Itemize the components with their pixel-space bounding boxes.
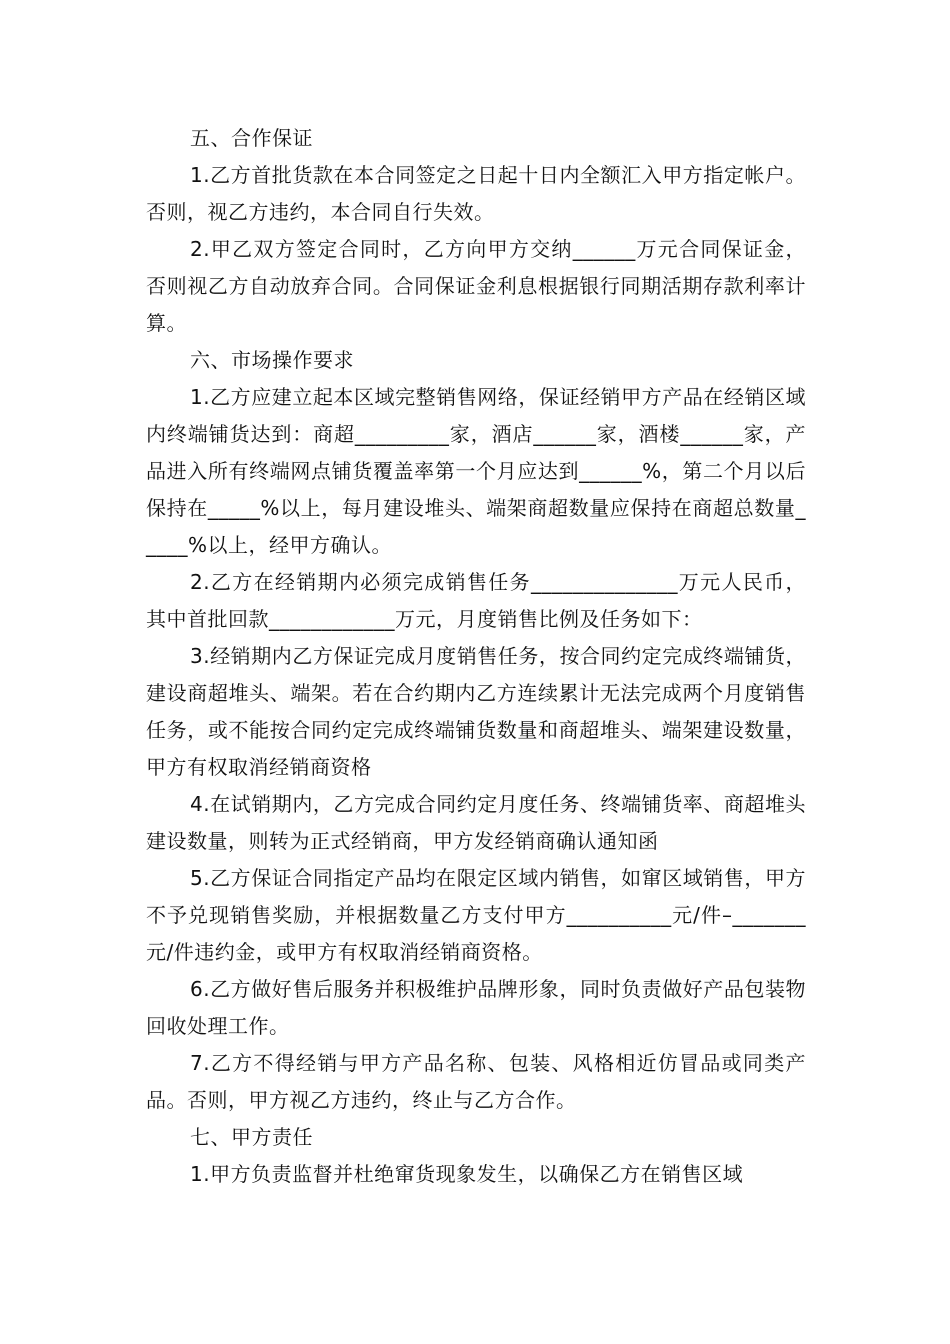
paragraph-6-7: 7.乙方不得经销与甲方产品名称、包装、风格相近仿冒品或同类产品。否则，甲方视乙方违约，终止与乙方合作。	[146, 1051, 806, 1112]
paragraph-6-6: 6.乙方做好售后服务并积极维护品牌形象，同时负责做好产品包装物回收处理工作。	[146, 977, 806, 1038]
section-heading-party-a-responsibility: 七、甲方责任	[190, 1125, 313, 1149]
paragraph-6-2: 2.乙方在经销期内必须完成销售任务______________万元人民币，其中首批回款____________万元，月度销售比例及任务如下：	[146, 570, 806, 631]
paragraph-6-1: 1.乙方应建立起本区域完整销售网络，保证经销甲方产品在经销区域内终端铺货达到：商超_________家，酒店______家，酒楼______家，产品进入所有终端网点铺货覆盖率第一个月应达到______%，第二个月以后保持在_____%以上，每月建设堆头、端架商超数量应保持在商超总数量_____%以上，经甲方确认。	[146, 385, 806, 557]
document-body	[146, 120, 806, 1193]
paragraph-5-1: 1.乙方首批货款在本合同签定之日起十日内全额汇入甲方指定帐户。否则，视乙方违约，本合同自行失效。	[146, 163, 806, 224]
section-heading-market-operation: 六、市场操作要求	[190, 348, 354, 372]
paragraph-6-3: 3.经销期内乙方保证完成月度销售任务，按合同约定完成终端铺货，建设商超堆头、端架。若在合约期内乙方连续累计无法完成两个月度销售任务，或不能按合同约定完成终端铺货数量和商超堆头、端架建设数量，甲方有权取消经销商资格	[146, 644, 806, 779]
section-heading-cooperation-guarantee: 五、合作保证	[190, 126, 313, 150]
paragraph-6-5: 5.乙方保证合同指定产品均在限定区域内销售，如窜区域销售，甲方不予兑现销售奖励，并根据数量乙方支付甲方__________元/件–_______元/件违约金，或甲方有权取消经销商资格。	[146, 866, 806, 964]
paragraph-5-2: 2.甲乙双方签定合同时，乙方向甲方交纳______万元合同保证金，否则视乙方自动放弃合同。合同保证金利息根据银行同期活期存款利率计算。	[146, 237, 806, 335]
paragraph-6-4: 4.在试销期内，乙方完成合同约定月度任务、终端铺货率、商超堆头建设数量，则转为正式经销商，甲方发经销商确认通知函	[146, 792, 806, 853]
paragraph-7-1: 1.甲方负责监督并杜绝窜货现象发生，以确保乙方在销售区域	[190, 1162, 744, 1186]
